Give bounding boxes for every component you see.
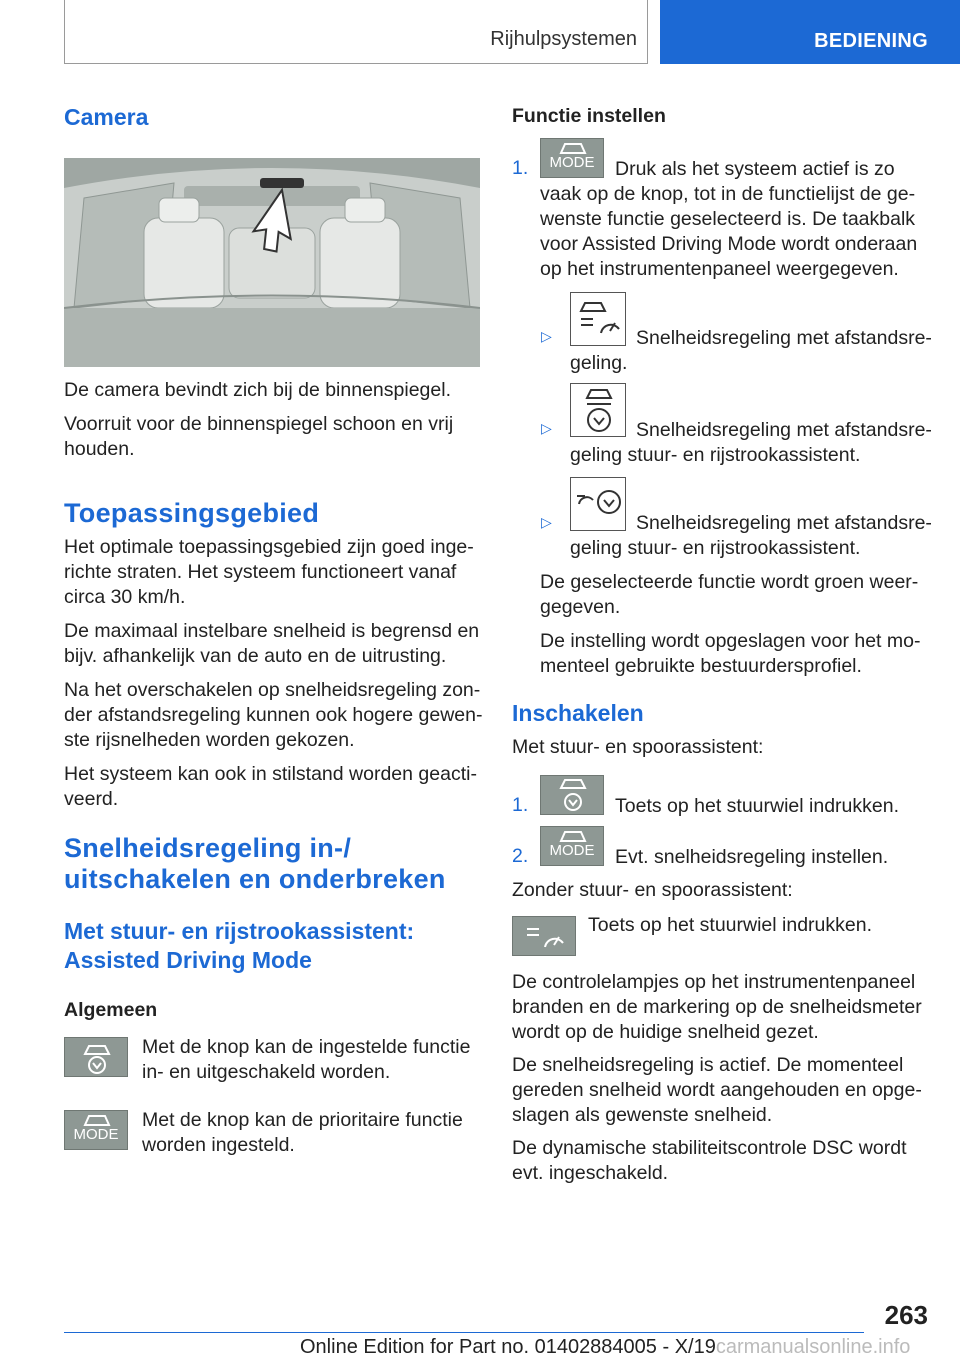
zonder-sub: Zonder stuur- en spoorassistent: [512, 879, 793, 901]
toepassing-line: Het systeem kan ook in stilstand worden geacti‐ [64, 763, 477, 785]
controle-text: De snelheidsregeling is actief. De momenteel [512, 1054, 904, 1076]
assisted-heading-1: Met stuur- en rijstrookassistent: [64, 918, 415, 944]
header-section-box [64, 0, 648, 64]
step-text: Evt. snelheidsregeling instellen. [615, 846, 889, 868]
step-text: voor Assisted Driving Mode wordt onderaan [540, 233, 918, 255]
assisted-heading-2: Assisted Driving Mode [64, 947, 312, 973]
inschakelen-sub: Met stuur- en spoorassistent: [512, 736, 764, 758]
controle-text: De controlelampjes op het instrumentenpaneel [512, 971, 916, 993]
bullet-text: Snelheidsregeling met afstandsre‐ [636, 327, 932, 349]
bullet-text: geling stuur- en rijstrookassistent. [570, 537, 861, 559]
snelheid-heading-2: uitschakelen en onderbreken [64, 864, 446, 894]
toepassing-line: De maximaal instelbare snelheid is begrensd en [64, 620, 480, 642]
toepassing-line: der afstandsregeling kunnen ook hogere gewen‐ [64, 704, 483, 726]
toepassing-heading: Toepassingsgebied [64, 498, 320, 528]
mode-label: MODE [549, 842, 595, 859]
functie-heading: Functie instellen [512, 105, 666, 127]
toepassing-line: Het optimale toepassingsgebied zijn goed inge‐ [64, 536, 474, 558]
camera-text-1: De camera bevindt zich bij de binnenspiegel. [64, 379, 451, 401]
toepassing-line: richte straten. Het systeem functioneert vanaf [64, 561, 457, 583]
step-text: vaak op de knop, tot in de functielijst de ge‐ [540, 183, 916, 205]
toepassing-line: ste rijsnelheden worden gekozen. [64, 729, 355, 751]
controle-text: evt. ingeschakeld. [512, 1162, 669, 1184]
bullet-text: geling. [570, 352, 628, 374]
bullet-triangle-icon: ▷ [541, 328, 552, 344]
snelheid-heading-1: Snelheidsregeling in-/ [64, 833, 352, 863]
chapter-title: BEDIENING [814, 30, 928, 52]
zonder-text: Toets op het stuurwiel indrukken. [588, 914, 872, 936]
watermark-text: carmanualsonline.info [715, 1336, 911, 1358]
bullet-text: Snelheidsregeling met afstandsre‐ [636, 419, 932, 441]
mode-button-icon [64, 1110, 128, 1150]
section-title: Rijhulpsystemen [490, 28, 637, 50]
mode-button-icon [540, 826, 604, 866]
result-text: De geselecteerde functie wordt groen weer‐ [540, 571, 919, 593]
steering-assist-button-icon [540, 775, 604, 815]
toepassing-line: veerd. [64, 788, 119, 810]
step-number: 1. [512, 157, 529, 179]
algemeen-text-1b: in- en uitgeschakeld worden. [142, 1061, 391, 1083]
combined-assist-icon [571, 478, 626, 531]
step-text: op het instrumentenpaneel weergegeven. [540, 258, 899, 280]
result-text: De instelling wordt opgeslagen voor het mo‐ [540, 630, 921, 652]
combined-assist-icon-box [570, 477, 626, 531]
toepassing-line: circa 30 km/h. [64, 586, 186, 608]
controle-text: slagen als gewenste snelheid. [512, 1104, 773, 1126]
step-text: Druk als het systeem actief is zo [615, 158, 895, 180]
steering-cruise-icon-box [570, 383, 626, 437]
toepassing-line: Na het overschakelen op snelheidsregeling zon‐ [64, 679, 481, 701]
header-chapter-tab [660, 0, 960, 64]
cruise-button-icon [512, 916, 576, 956]
mode-label: MODE [549, 154, 595, 171]
car-steering-icon [65, 1038, 128, 1077]
step-number: 1. [512, 794, 529, 816]
step-text: wenste functie geselecteerd is. De taakbalk [540, 208, 916, 230]
inschakelen-heading: Inschakelen [512, 700, 644, 726]
controle-text: De dynamische stabiliteitscontrole DSC wordt [512, 1137, 907, 1159]
footer-divider [64, 1332, 864, 1333]
distance-cruise-icon [571, 293, 626, 346]
mode-label: MODE [73, 1126, 119, 1143]
algemeen-heading: Algemeen [64, 999, 158, 1021]
bullet-triangle-icon: ▷ [541, 420, 552, 436]
algemeen-text-2b: worden ingesteld. [142, 1134, 295, 1156]
car-steering-icon [541, 776, 604, 815]
algemeen-text-2a: Met de knop kan de prioritaire functie [142, 1109, 463, 1131]
bullet-text: geling stuur- en rijstrookassistent. [570, 444, 861, 466]
controle-text: gereden snelheid wordt aangehouden en opge‐ [512, 1079, 922, 1101]
camera-text-2b: houden. [64, 438, 135, 460]
algemeen-text-1a: Met de knop kan de ingestelde functie [142, 1036, 471, 1058]
distance-cruise-icon [513, 917, 576, 956]
step-number: 2. [512, 845, 529, 867]
step-text: Toets op het stuurwiel indrukken. [615, 795, 899, 817]
steering-assist-button-icon [64, 1037, 128, 1077]
controle-text: branden en de markering op de snelheidsmeter [512, 996, 922, 1018]
mode-button-icon [540, 138, 604, 178]
distance-cruise-icon-box [570, 292, 626, 346]
car-interior-illustration [64, 158, 480, 367]
edition-text: Online Edition for Part no. 01402884005 - X/19 [300, 1336, 716, 1358]
edition-footer [300, 1336, 910, 1359]
result-text: gegeven. [540, 596, 621, 618]
camera-text-2a: Voorruit voor de binnenspiegel schoon en vrij [64, 413, 454, 435]
camera-photo [64, 158, 480, 367]
toepassing-line: bijv. afhankelijk van de auto en de uitrusting. [64, 645, 447, 667]
controle-text: wordt op de huidige snelheid gezet. [512, 1021, 819, 1043]
bullet-text: Snelheidsregeling met afstandsre‐ [636, 512, 932, 534]
camera-heading: Camera [64, 104, 149, 130]
result-text: menteel gebruikte bestuurdersprofiel. [540, 655, 862, 677]
steering-cruise-icon [571, 384, 626, 437]
page-number: 263 [884, 1300, 928, 1330]
bullet-triangle-icon: ▷ [541, 514, 552, 530]
